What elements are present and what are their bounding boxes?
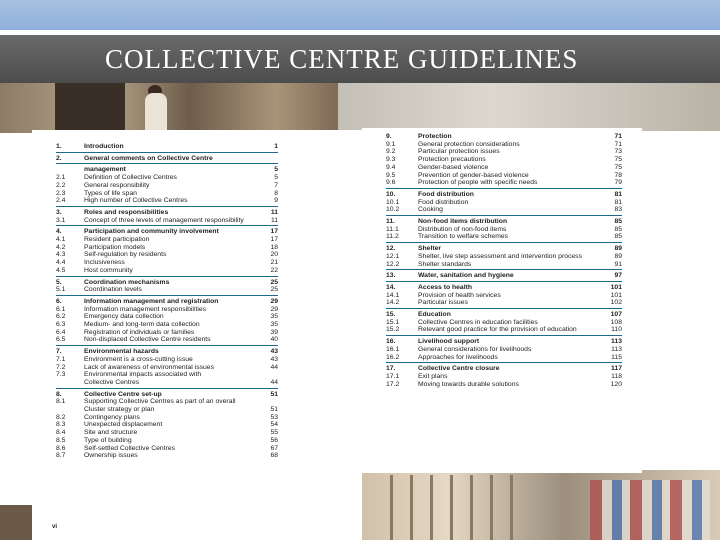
section-divider xyxy=(56,152,278,153)
toc-entry-page: 71 xyxy=(614,140,622,148)
toc-entry-page: 18 xyxy=(270,243,278,251)
toc-entry-number: 1. xyxy=(56,143,62,150)
section-divider xyxy=(56,295,278,296)
toc-entry-number: 15.2 xyxy=(386,326,400,334)
toc-entry-number: 8.1 xyxy=(56,398,66,406)
toc-entry-number: 5.1 xyxy=(56,286,66,294)
slide-title: COLLECTIVE CENTRE GUIDELINES xyxy=(105,44,579,74)
toc-entry xyxy=(386,299,622,307)
toc-entry-title: Registration of individuals or families xyxy=(84,328,195,336)
toc-entry-title: Moving towards durable solutions xyxy=(418,380,519,388)
toc-entry-title: Emergency data collection xyxy=(84,313,164,321)
toc-entry-number: 2.2 xyxy=(56,181,66,189)
toc-entry xyxy=(56,452,278,460)
toc-entry-number: 8.2 xyxy=(56,413,66,421)
toc-entry-number: 3. xyxy=(56,208,62,216)
toc-entry-number: 9.3 xyxy=(386,156,396,164)
toc-entry-number: 6.1 xyxy=(56,305,66,313)
toc-entry-number: 12. xyxy=(386,245,396,253)
photo-rack xyxy=(390,475,520,540)
section-divider xyxy=(56,276,278,277)
toc-entry-number: 17. xyxy=(386,365,396,373)
toc-entry xyxy=(56,336,278,344)
page-number: vi xyxy=(52,524,58,530)
toc-entry-title: Provision of health services xyxy=(418,291,501,299)
toc-entry-page: 44 xyxy=(270,363,278,371)
toc-entry-page: 120 xyxy=(610,380,622,388)
toc-entry-title: Coordination mechanisms xyxy=(84,278,170,286)
toc-entry-title: Shelter xyxy=(418,245,442,253)
section-divider xyxy=(386,362,622,363)
toc-entry-number: 9.5 xyxy=(386,171,396,179)
header-photo-left xyxy=(0,83,345,133)
toc-entry-number: 8.4 xyxy=(56,429,66,437)
toc-entry-title: Non-displaced Collective Centre residents xyxy=(84,336,211,344)
section-divider xyxy=(386,308,622,309)
toc-entry-title: Collective Centre set-up xyxy=(84,390,162,398)
toc-entry-title: Protection of people with specific needs xyxy=(418,179,538,187)
toc-entry-title: Water, sanitation and hygiene xyxy=(418,272,514,280)
photo-doorway xyxy=(55,83,125,133)
toc-entry-page: 5 xyxy=(274,174,278,182)
toc-entry-title: Distribution of non-food items xyxy=(418,225,507,233)
toc-entry-page: 71 xyxy=(614,133,622,140)
toc-entry xyxy=(56,143,278,151)
toc-entry-number: 9.2 xyxy=(386,148,396,156)
toc-entry-page: 85 xyxy=(614,225,622,233)
toc-entry-title: Collective Centres xyxy=(84,378,140,386)
top-accent-bar xyxy=(0,0,720,30)
toc-entry-number: 9.4 xyxy=(386,163,396,171)
toc-entry xyxy=(56,197,278,205)
toc-entry-page: 89 xyxy=(614,252,622,260)
section-divider xyxy=(386,215,622,216)
toc-entry-page: 54 xyxy=(270,421,278,429)
section-divider xyxy=(56,163,278,164)
toc-entry-title: Cooking xyxy=(418,206,443,214)
toc-entry-page: 117 xyxy=(611,365,622,373)
toc-entry-number: 8.3 xyxy=(56,421,66,429)
toc-entry-page: 25 xyxy=(270,286,278,294)
section-divider xyxy=(56,345,278,346)
toc-entry-number: 17.1 xyxy=(386,372,400,380)
toc-entry-title: Resident participation xyxy=(84,236,150,243)
toc-entry-page: 79 xyxy=(614,179,622,187)
toc-entry-title: Environmental hazards xyxy=(84,348,159,356)
toc-entry-number: 2.1 xyxy=(56,174,66,182)
toc-entry-page: 85 xyxy=(614,218,622,225)
toc-entry-number: 10.1 xyxy=(386,198,400,206)
toc-entry-title: Medium- and long-term data collection xyxy=(84,321,200,328)
toc-entry-page: 81 xyxy=(614,198,622,206)
toc-entry-page: 8 xyxy=(274,189,278,197)
toc-entry-title: Self-regulation by residents xyxy=(84,251,167,259)
toc-entry-title: Livelihood support xyxy=(418,338,480,346)
toc-entry-title: Inclusiveness xyxy=(84,259,125,267)
toc-entry-number: 15. xyxy=(386,311,396,318)
toc-entry-title: Lack of awareness of environmental issues xyxy=(84,363,214,371)
toc-entry-number: 12.2 xyxy=(386,260,400,268)
toc-entry-page: 51 xyxy=(270,406,278,413)
toc-entry-page: 20 xyxy=(270,251,278,259)
section-divider xyxy=(56,225,278,226)
toc-entry-page: 17 xyxy=(270,236,278,243)
toc-entry-number: 7.1 xyxy=(56,355,66,363)
toc-entry-title: Food distribution xyxy=(418,198,469,206)
toc-entry-number: 8.5 xyxy=(56,436,66,444)
toc-entry-page: 97 xyxy=(614,272,622,280)
toc-entry-title: High number of Collective Centres xyxy=(84,197,188,205)
toc-entry-title: General responsibility xyxy=(84,181,150,189)
toc-entry-number: 4. xyxy=(56,228,62,236)
toc-entry-title: Food distribution xyxy=(418,190,474,198)
toc-entry-title: Collective Centres in education facilities xyxy=(418,318,538,326)
toc-entry-page: 89 xyxy=(614,245,622,253)
section-divider xyxy=(56,388,278,389)
toc-entry-number: 4.5 xyxy=(56,266,66,274)
toc-entry-title: Prevention of gender-based violence xyxy=(418,171,529,179)
toc-entry-title: Type of building xyxy=(84,436,132,444)
toc-entry-title: Introduction xyxy=(84,143,124,150)
toc-entry xyxy=(56,286,278,294)
toc-entry-title: Education xyxy=(418,311,451,318)
toc-entry xyxy=(386,261,622,269)
toc-entry-number: 16.1 xyxy=(386,345,400,353)
toc-entry-page: 25 xyxy=(270,278,278,286)
toc-entry-number: 4.1 xyxy=(56,236,66,243)
toc-entry-title: Protection precautions xyxy=(418,156,486,164)
section-divider xyxy=(386,188,622,189)
toc-entry-number: 4.4 xyxy=(56,259,66,267)
toc-entry-page: 81 xyxy=(614,190,622,198)
toc-entry-page: 39 xyxy=(270,328,278,336)
toc-entry-number: 7.2 xyxy=(56,363,66,371)
toc-entry-title: General protection considerations xyxy=(418,140,520,148)
toc-entry-page: 1 xyxy=(274,143,278,150)
toc-entry-number: 6.4 xyxy=(56,328,66,336)
toc-entry-number: 14.2 xyxy=(386,299,400,307)
toc-entry-page: 75 xyxy=(614,156,622,164)
toc-entry-title: management xyxy=(84,166,126,174)
toc-entry-number: 10.2 xyxy=(386,206,400,214)
toc-entry-title: Self-settled Collective Centres xyxy=(84,444,176,452)
toc-entry-number: 3.1 xyxy=(56,216,66,224)
toc-entry-number: 16. xyxy=(386,338,396,346)
toc-entry-number: 9.1 xyxy=(386,140,396,148)
toc-entry-number: 13. xyxy=(386,272,396,280)
toc-entry xyxy=(386,326,622,334)
toc-entry-number: 9. xyxy=(386,133,392,140)
toc-entry-title: Information management and registration xyxy=(84,297,219,305)
toc-entry-title: Cluster strategy or plan xyxy=(84,406,155,413)
toc-entry-number: 6.2 xyxy=(56,313,66,321)
toc-entry-number: 11. xyxy=(386,218,396,225)
toc-entry-number: 2. xyxy=(56,154,62,162)
toc-entry-page: 118 xyxy=(611,372,622,380)
toc-entry-page: 22 xyxy=(270,266,278,274)
toc-entry-page: 51 xyxy=(270,390,278,398)
toc-entry-page: 107 xyxy=(610,311,622,318)
toc-entry xyxy=(386,179,622,187)
toc-entry-page: 101 xyxy=(610,291,622,299)
toc-entry-page: 43 xyxy=(270,348,278,356)
toc-entry-number: 14. xyxy=(386,283,396,291)
toc-entry-number: 10. xyxy=(386,190,396,198)
toc-entry xyxy=(386,272,622,280)
toc-entry-number: 8.6 xyxy=(56,444,66,452)
toc-entry-page: 44 xyxy=(270,378,278,386)
toc-entry-page: 113 xyxy=(611,338,622,346)
toc-entry-page: 5 xyxy=(274,166,278,174)
toc-entry-title: General comments on Collective Centre xyxy=(84,154,213,162)
section-divider xyxy=(56,206,278,207)
toc-entry-page: 55 xyxy=(270,429,278,437)
toc-entry-page: 68 xyxy=(270,452,278,460)
toc-entry-title: Shelter standards xyxy=(418,260,472,268)
toc-entry-title: Roles and responsibilities xyxy=(84,208,169,216)
toc-entry-number: 4.2 xyxy=(56,243,66,251)
photo-laundry xyxy=(590,480,710,540)
toc-entry-number: 17.2 xyxy=(386,380,400,388)
section-divider xyxy=(386,335,622,336)
toc-entry-title: Host community xyxy=(84,266,133,274)
toc-entry-page: 102 xyxy=(610,299,622,307)
toc-entry-page: 110 xyxy=(611,326,622,334)
toc-entry-page: 73 xyxy=(614,148,622,156)
toc-entry-number: 15.1 xyxy=(386,318,400,326)
toc-entry-title: Environment is a cross-cutting issue xyxy=(84,355,193,363)
toc-entry-page: 91 xyxy=(614,260,622,268)
toc-entry-title: Relevant good practice for the provision of education xyxy=(418,326,577,334)
toc-entry-number: 11.1 xyxy=(386,225,399,233)
toc-entry-page: 17 xyxy=(270,228,278,236)
toc-entry-number: 6.3 xyxy=(56,321,66,328)
toc-entry-title: Access to health xyxy=(418,283,473,291)
toc-entry-title: Ownership issues xyxy=(84,452,138,460)
toc-entry-title: Collective Centre closure xyxy=(418,365,500,373)
header-photo-right xyxy=(338,83,720,131)
toc-entry-title: Participation models xyxy=(84,243,146,251)
toc-entry-title: Participation and community involvement xyxy=(84,228,219,236)
toc-entry-title: Site and structure xyxy=(84,429,138,437)
toc-entry-title: Types of life span xyxy=(84,189,137,197)
toc-entry-page: 101 xyxy=(610,283,622,291)
toc-entry-number: 9.6 xyxy=(386,179,396,187)
toc-entry xyxy=(56,155,278,163)
toc-entry xyxy=(386,354,622,362)
toc-entry-page: 85 xyxy=(614,233,622,241)
toc-entry-number: 6. xyxy=(56,297,62,305)
toc-entry-title: Gender-based violence xyxy=(418,163,489,171)
toc-entry-title: Non-food items distribution xyxy=(418,218,508,225)
toc-entry-title: Contingency plans xyxy=(84,413,140,421)
toc-entry-title: Exit plans xyxy=(418,372,448,380)
bottom-left-photo xyxy=(0,505,32,540)
toc-entry-number: 8. xyxy=(56,390,62,398)
photo-person xyxy=(145,93,167,133)
toc-entry xyxy=(56,379,278,387)
toc-entry-number: 6.5 xyxy=(56,336,66,344)
toc-entry-title: Transition to welfare schemes xyxy=(418,233,509,241)
toc-entry-number: 7. xyxy=(56,348,62,356)
toc-entry xyxy=(56,267,278,275)
toc-entry-number: 12.1 xyxy=(386,252,400,260)
toc-entry-title: General considerations for livelihoods xyxy=(418,345,532,353)
toc-entry-page: 29 xyxy=(270,297,278,305)
toc-entry-number: 11.2 xyxy=(386,233,399,241)
toc-entry-page: 75 xyxy=(614,163,622,171)
toc-entry-page: 35 xyxy=(270,321,278,328)
toc-entry-page: 78 xyxy=(614,171,622,179)
toc-entry-page: 40 xyxy=(270,336,278,344)
toc-entry-page: 11 xyxy=(270,208,278,216)
section-divider xyxy=(386,281,622,282)
toc-entry-number: 2.3 xyxy=(56,189,66,197)
toc-entry-number: 16.2 xyxy=(386,353,400,361)
toc-entry-number: 5. xyxy=(56,278,62,286)
toc-entry-title: Particular protection issues xyxy=(418,148,500,156)
toc-entry-page: 115 xyxy=(611,353,622,361)
bottom-right-photo xyxy=(330,470,720,540)
toc-entry-page: 113 xyxy=(611,345,622,353)
toc-entry-title: Supporting Collective Centres as part of an overall xyxy=(84,398,236,406)
toc-entry-page: 11 xyxy=(270,216,278,224)
section-divider xyxy=(386,269,622,270)
toc-entry-title: Approaches for livelihoods xyxy=(418,353,498,361)
toc-entry-number: 14.1 xyxy=(386,291,400,299)
toc-entry-title: Particular issues xyxy=(418,299,468,307)
section-divider xyxy=(386,242,622,243)
toc-entry-title: Definition of Collective Centres xyxy=(84,174,177,182)
toc-entry-title: Unexpected displacement xyxy=(84,421,163,429)
toc-entry-page: 9 xyxy=(274,197,278,205)
toc-entry xyxy=(386,206,622,214)
toc-entry-title: Environmental impacts associated with xyxy=(84,371,202,379)
toc-entry xyxy=(386,233,622,241)
toc-entry-title: Shelter, live step assessment and intervention process xyxy=(418,252,582,260)
toc-entry-number: 2.4 xyxy=(56,197,66,205)
toc-entry-number: 8.7 xyxy=(56,452,66,460)
toc-entry-number: 7.3 xyxy=(56,371,66,379)
toc-entry-page: 67 xyxy=(270,444,278,452)
toc-entry-page: 21 xyxy=(270,259,278,267)
toc-entry-title: Information management responsibilities xyxy=(84,305,207,313)
toc-entry-page: 7 xyxy=(274,181,278,189)
toc-entry-page: 108 xyxy=(610,318,622,326)
toc-entry-page: 83 xyxy=(614,206,622,214)
toc-entry-number: 4.3 xyxy=(56,251,66,259)
toc-entry-page: 43 xyxy=(270,355,278,363)
toc-entry xyxy=(386,381,622,389)
toc-entry-title: Protection xyxy=(418,133,452,140)
toc-entry-page: 53 xyxy=(270,413,278,421)
toc-entry-page: 56 xyxy=(270,436,278,444)
toc-entry xyxy=(56,217,278,225)
toc-entry-title: Coordination levels xyxy=(84,286,142,294)
toc-entry-title: Concept of three levels of management responsibility xyxy=(84,216,244,224)
toc-entry-page: 29 xyxy=(270,305,278,313)
toc-entry-page: 35 xyxy=(270,313,278,321)
